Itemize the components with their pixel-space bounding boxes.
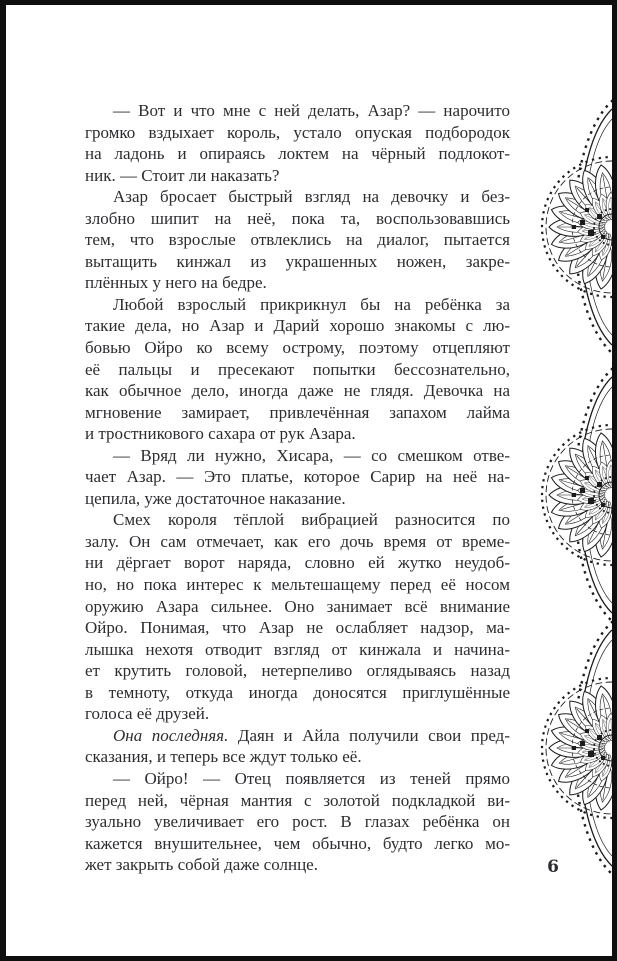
page-text — [85, 100, 510, 876]
text-line: сказания, и теперь все ждут только её. — [85, 747, 362, 767]
text-line: в темноту, откуда иногда доносятся приглушённые — [85, 682, 510, 702]
text-line: мгновение замирает, привлечённая запахом лайма — [85, 402, 510, 422]
text-line: тем, что взрослые отвлеклись на диалог, пытается — [85, 230, 510, 250]
text-line: перед ней, чёрная мантия с золотой подкладкой ви- — [85, 790, 510, 810]
text-line: бовью Ойро ко всему острому, поэтому отцепляют — [85, 338, 510, 358]
mandala-medallion — [542, 622, 612, 874]
text-line: кажется внушительнее, чем обычно, будто легко мо- — [85, 833, 510, 853]
text-line: ни дёргает ворот наряда, словно ей жутко неудоб- — [85, 553, 510, 573]
plain-text: Даян и Айла получили свои пред- — [228, 725, 510, 745]
text-line: залу. Он сам отмечает, как его дочь время от време- — [85, 531, 510, 551]
text-line: оружию Азара сильнее. Оно занимает всё внимание — [85, 596, 510, 616]
text-line: Азар бросает быстрый взгляд на девочку и без- — [113, 187, 510, 207]
text-line: зуально увеличивает его рост. В глазах ребёнка он — [85, 812, 510, 832]
text-line: — Вряд ли нужно, Хисара, — со смешком отве- — [113, 445, 510, 465]
mandala-medallion — [542, 369, 612, 621]
text-line: жет закрыть собой даже солнце. — [85, 855, 318, 875]
page-number: 6 — [547, 857, 559, 877]
text-line: голоса её друзей. — [85, 704, 210, 724]
mandala-medallion — [542, 101, 612, 353]
mandala-border-ornament — [527, 5, 612, 956]
text-line: как обычное дело, иногда даже не глядя. Девочка на — [85, 381, 510, 401]
text-line — [85, 725, 510, 747]
text-line: Ойро. Понимая, что Азар не ослабляет надзор, ма- — [85, 618, 510, 638]
text-line: плённых у него на бедре. — [85, 273, 267, 293]
text-line: Любой взрослый прикрикнул бы на ребёнка за — [113, 294, 510, 314]
italic-text: Она последняя. — [113, 725, 229, 745]
text-line: злобно шипит на неё, пока та, воспользовавшись — [85, 208, 510, 228]
text-line: — Ойро! — Отец появляется из теней прямо — [113, 768, 510, 788]
text-line: но, но пока интерес к мельтешащему перед её носом — [85, 575, 510, 595]
text-line: чает Азар. — Это платье, которое Сарир на неё на- — [85, 467, 510, 487]
text-line: её пальцы и пресекают попытки бессознательно, — [85, 359, 510, 379]
text-line: вытащить кинжал из украшенных ножен, закре- — [85, 251, 510, 271]
text-line: и тростникового сахара от рук Азара. — [85, 424, 356, 444]
text-line: ет крутить головой, нетерпеливо оглядываясь назад — [85, 661, 510, 681]
text-line: ник. — Стоит ли наказать? — [85, 165, 280, 185]
text-line: на ладонь и опираясь локтем на чёрный подлокот- — [85, 144, 510, 164]
text-line: лышка нехотя отводит взгляд от кинжала и начина- — [85, 639, 510, 659]
text-line: такие дела, но Азар и Дарий хорошо знакомы с лю- — [85, 316, 510, 336]
text-line: Смех короля тёплой вибрацией разносится по — [113, 510, 510, 530]
text-line: — Вот и что мне с ней делать, Азар? — нарочито — [113, 101, 510, 120]
text-line: громко вздыхает король, устало опуская подбородок — [85, 122, 510, 142]
text-line: цепила, уже достаточное наказание. — [85, 488, 346, 508]
